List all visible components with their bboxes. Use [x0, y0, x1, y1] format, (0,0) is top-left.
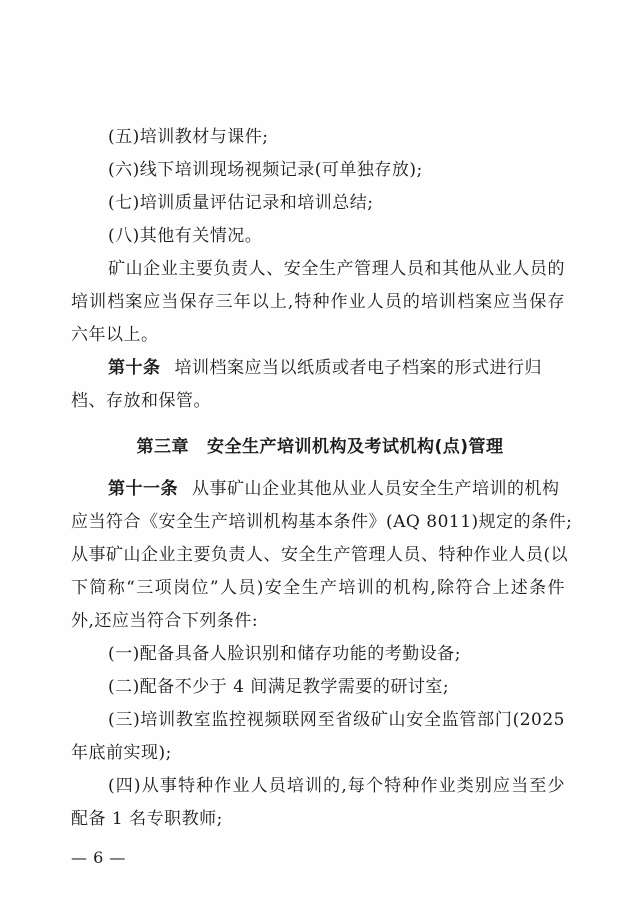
- text-line: (七)培训质量评估记录和培训总结;: [108, 193, 374, 213]
- text-line: (一)配备具备人脸识别和储存功能的考勤设备;: [108, 644, 461, 664]
- text-line: 培训档案应当保存三年以上,特种作业人员的培训档案应当保存: [71, 292, 565, 312]
- text-line: 外,还应当符合下列条件:: [71, 611, 259, 631]
- text-line: 下简称“三项岗位”人员)安全生产培训的机构,除符合上述条件: [71, 578, 565, 598]
- text-line: (五)培训教材与课件;: [108, 127, 269, 147]
- text-line: 档、存放和保管。: [71, 391, 211, 411]
- chapter-heading: [0, 436, 640, 458]
- text-line: (六)线下培训现场视频记录(可单独存放);: [108, 160, 423, 180]
- text-line: 矿山企业主要负责人、安全生产管理人员和其他从业人员的: [108, 259, 565, 279]
- article-10-line: [108, 357, 542, 379]
- text-line: (四)从事特种作业人员培训的,每个特种作业类别应当至少: [108, 776, 565, 796]
- text-line: (八)其他有关情况。: [108, 226, 263, 246]
- text-line: 应当符合《安全生产培训机构基本条件》(AQ 8011)规定的条件;: [71, 512, 573, 532]
- text-line: 从事矿山企业主要负责人、安全生产管理人员、特种作业人员(以: [71, 545, 569, 565]
- text-line: 六年以上。: [71, 325, 159, 345]
- article-text: 培训档案应当以纸质或者电子档案的形式进行归: [174, 358, 542, 378]
- text-line: (二)配备不少于 4 间满足教学需要的研讨室;: [108, 677, 450, 697]
- article-heading: 第十一条: [108, 479, 178, 499]
- chapter-title: 安全生产培训机构及考试机构(点)管理: [206, 437, 504, 457]
- text-line: (三)培训教室监控视频联网至省级矿山安全监管部门(2025: [108, 710, 565, 730]
- article-heading: 第十条: [108, 358, 161, 378]
- article-11-line: [108, 478, 560, 500]
- text-line: 年底前实现);: [71, 743, 172, 763]
- text-line: 配备 1 名专职教师;: [71, 809, 223, 829]
- article-text: 从事矿山企业其他从业人员安全生产培训的机构: [192, 479, 560, 499]
- page-number: — 6 —: [71, 848, 126, 867]
- chapter-number: 第三章: [136, 437, 189, 457]
